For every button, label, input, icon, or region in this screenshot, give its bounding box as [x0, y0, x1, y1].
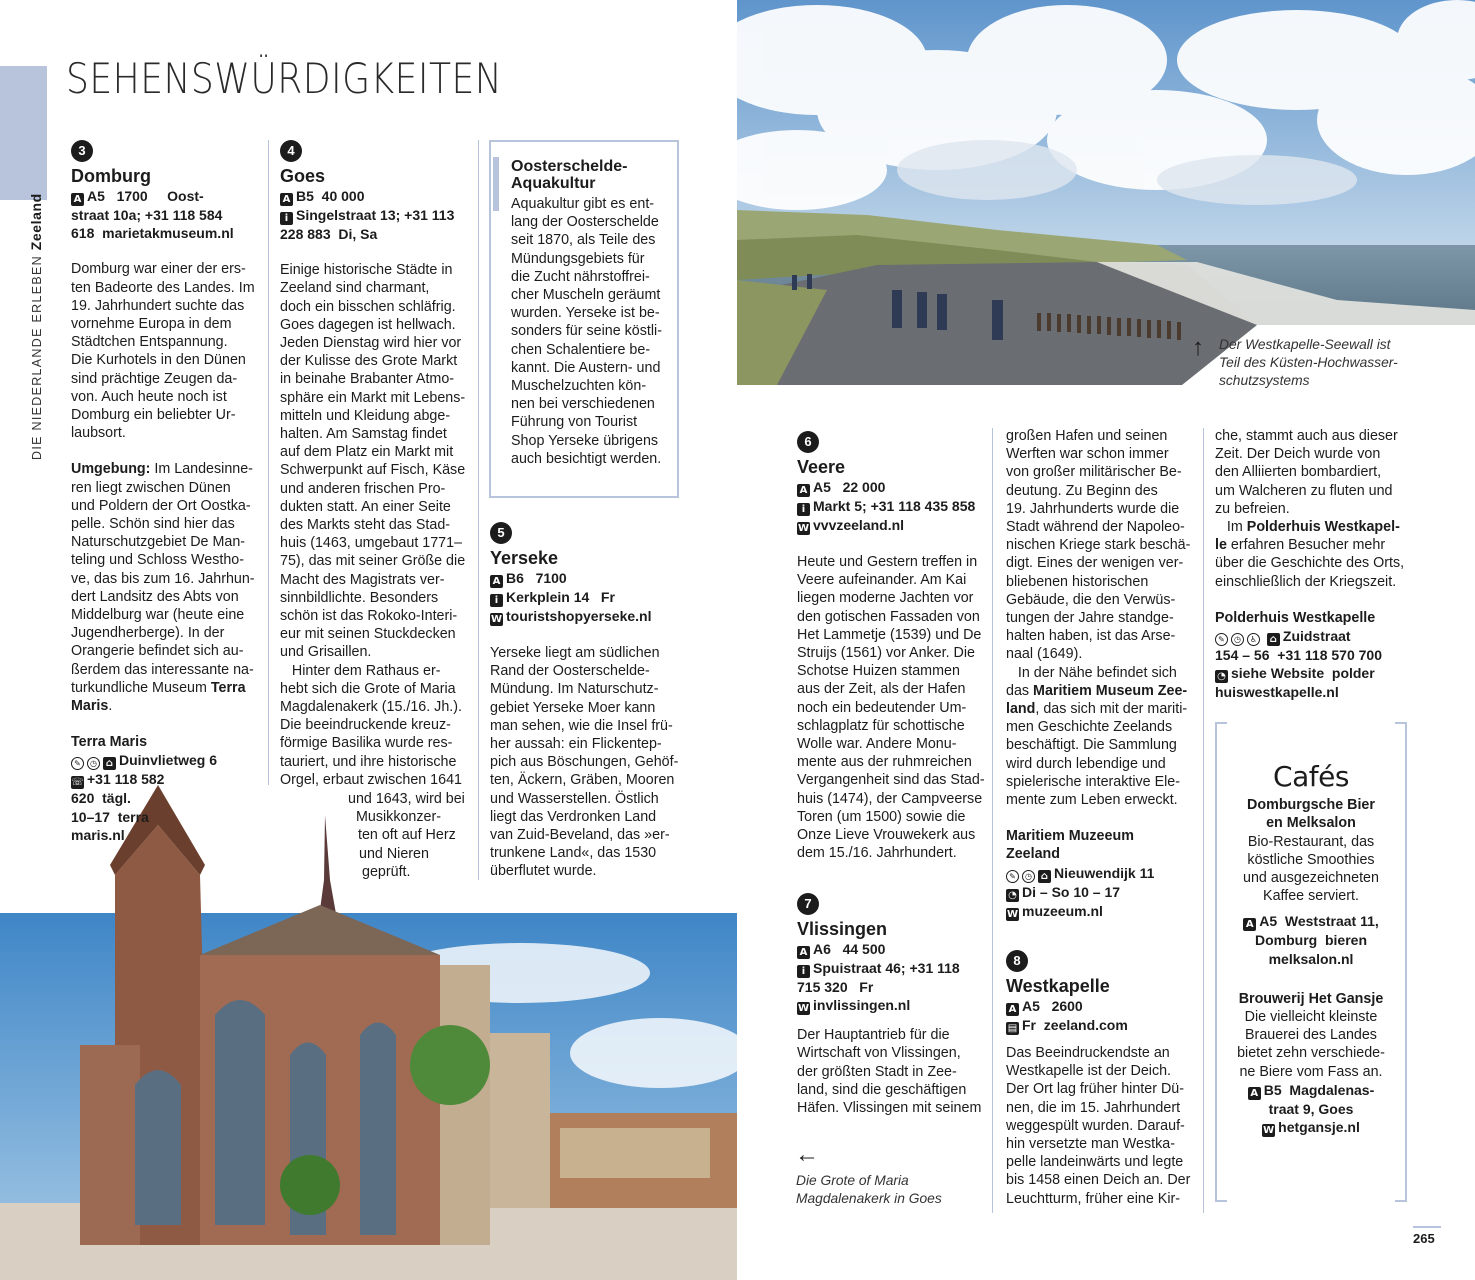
map-icon: A: [797, 484, 810, 497]
column-divider: [1203, 428, 1204, 1213]
info-icon: i: [280, 212, 293, 225]
entry-westkapelle: [1006, 950, 1201, 1208]
cafe-name: Brouwerij Het Gansje: [1238, 990, 1384, 1007]
subentry-info: ✎ ◷ ⌂ Nieuwendijk 11 ◔ Di – So 10 – 17 W muzeeum.nl: [1006, 864, 1155, 920]
cafe-name: Domburgsche Bier: [1247, 797, 1375, 814]
subentry-title: Maritiem Muzeeum Zeeland: [1006, 828, 1134, 863]
entry-domburg: [71, 140, 261, 844]
entry-yerseke: [490, 522, 680, 881]
map-icon: A: [490, 575, 503, 588]
entry-info: A A6 44 500 i Spuistraat 46; +31 118 715 320 Fr W invlissingen.nl: [797, 941, 960, 1015]
cafe-info: A B5 Magdalenas- traat 9, Goes W hetgansje.nl: [1217, 1081, 1405, 1137]
cafes-box: [1215, 722, 1407, 1202]
entry-info: A B5 40 000 i Singelstraat 13; +31 113 228 883 Di, Sa: [280, 188, 455, 242]
map-icon: A: [797, 946, 810, 959]
entry-body: Heute und Gestern treffen in Veere aufeinander. Am Kai liegen moderne Jachten vor den gotischen Fassaden von Het Lammetje (1539) und De Struijs (1561) vor Anker. Die Schotse Huizen stammen aus der Zeit, als der Hafen noch ein bedeutender Um- schlagplatz für schottische Wolle war. Andere Monu- mente aus der ruhmreichen Vergangenheit sind das Stad- huis (1474), der Campveerse Toren (um 1500) sowie die Onze Lieve Vrouwekerk aus dem 15./16. Jahrhundert.: [797, 554, 985, 862]
calendar-icon: ▤: [1007, 1023, 1018, 1034]
cafe-info: A A5 Weststraat 11, Domburg bieren melksalon.nl: [1217, 912, 1405, 967]
map-icon: A: [71, 193, 84, 206]
web-icon: W: [797, 1003, 810, 1015]
cafes-content: Cafés Domburgsche Bier en Melksalon Bio-Restaurant, das köstliche Smoothies und ausgezeichneten Kaffee serviert. A A5 Weststraat 11, Domburg bieren melksalon.nl Brouwerij Het Gansje Die vielleicht kleinste Brauerei des Landes bietet zehn verschiede- ne Biere vom Fass an. A B5 Magdalenas- traat 9, Goes W hetgansje.nl: [1217, 768, 1405, 1137]
entry-number: 7: [797, 893, 819, 915]
entry-body: Yerseke liegt am südlichen Rand der Oosterschelde- Mündung. Im Naturschutz- gebiet Yerseke Moer kann man sehen, wie die Insel frü- her aussah: ein Flickentep- pich aus Böschungen, Gehöf- ten, Äckern, Gräben, Mooren und Wasserstellen. Östlich liegt das Verdronken Land van Zuid-Beveland, das »er- trunkene Land«, das 1530 überflutet wurde.: [490, 645, 679, 880]
cafes-title: Cafés: [1273, 760, 1349, 793]
box-bar: [493, 157, 499, 211]
page-number: 265: [1413, 1231, 1435, 1246]
web-icon: W: [490, 614, 503, 625]
section-tab: [0, 66, 47, 200]
column-divider: [268, 140, 269, 785]
web-icon: W: [1263, 1125, 1275, 1137]
entry-info: A A5 2600 ▤ Fr zeeland.com: [1007, 998, 1128, 1034]
entry-title: Goes: [280, 166, 326, 186]
caption-bottom: Die Grote of Maria Magdalenakerk in Goes: [796, 1173, 942, 1206]
entry-body: Domburg war einer der ers- ten Badeorte des Landes. Im 19. Jahrhundert suchte das vornehme Europa in dem Städtchen Entspannung. Die Kurhotels in den Dünen sind prächtige Zeugen da- von. Auch heute noch ist Domburg ein beliebter Ur- laubsort. Umgebung: Im Landesinne- ren liegt zwischen Dünen und Poldern der Ort Oostka- pelle. Schön sind hier das Naturschutzgebiet De Man- teling und Schloss Westho- ve, das bis zum 16. Jahrhun- dert Landsitz des Abts von Middelburg war (heute eine Jugendherberge). In der Orangerie befindet sich au- ßerdem das interessante na- turkundliche Museum Terra Maris.: [71, 261, 255, 715]
info-icon: i: [490, 594, 503, 607]
entry-info: A B6 7100 i Kerkplein 14 Fr W touristshopyerseke.nl: [490, 570, 652, 625]
entry-info: A A5 22 000 i Markt 5; +31 118 435 858 W vvvzeeland.nl: [797, 479, 976, 534]
subentry-title: Polderhuis Westkapelle: [1215, 609, 1376, 626]
box-body: Aquakultur gibt es ent- lang der Oosterschelde seit 1870, als Teile des Mündungsgebiets für die Zucht nährstoffrei- cher Muscheln geräumt wurden. Yerseke ist be- sonders für seine köstli- chen Schalentiere be- kannt. Die Austern- und Muschelzuchten kön- nen bei verschiedenen Führung von Tourist Shop Yerseke übrigens auch besichtigt werden.: [511, 196, 662, 467]
map-icon: A: [1006, 1003, 1019, 1016]
web-icon: W: [797, 523, 810, 534]
entry-body: Der Hauptantrieb für die Wirtschaft von Vlissingen, der größten Stadt in Zee- land, sind die geschäftigen Häfen. Vlissingen mit seinem: [797, 1027, 982, 1117]
cafe-name: en Melksalon: [1266, 815, 1356, 832]
entry-body: Einige historische Städte in Zeeland sind charmant, doch ein bisschen schläfrig. Goes dagegen ist hellwach. Jeden Dienstag wird hier vor der Kulisse des Grote Markt in beinahe Brabanter Atmo- sphäre ein Markt mit Lebens- mitteln und Kleidung abge- halten. Am Samstag findet auf dem Platz ein Markt mit Schwerpunkt auf Fisch, Käse und anderen frischen Pro- dukten statt. An einer Seite des Markts steht das Stad- huis (1463, umgebaut 1771– 75), das mit seiner Größe die Macht des Magistrats ver- sinnbildlichte. Besonders schön ist das Rokoko-Interi- eur mit seinen Stuckdecken und Grisaillen. Hinter dem Rathaus er- hebt sich die Grote of Maria Magdalenakerk (15./16. Jh.). Die beeindruckende kreuz- förmige Basilika wurde res- tauriert, und ihre historische Orgel, erbaut zwischen 1641: [280, 262, 466, 788]
entry-number: 5: [490, 522, 512, 544]
box-title: Oosterschelde- Aquakultur: [511, 158, 628, 192]
map-icon: A: [280, 193, 293, 206]
arrow-left-icon: ←: [795, 1141, 819, 1168]
map-icon: A: [1248, 1087, 1261, 1100]
info-icon: i: [797, 965, 810, 978]
beach-photo: [737, 0, 1475, 385]
entry-title: Westkapelle: [1006, 976, 1110, 996]
entry-title: Veere: [797, 457, 846, 477]
entry-number: 6: [797, 431, 819, 453]
entry-vlissingen: [797, 893, 989, 1117]
feature-box: [489, 140, 679, 498]
entry-number: 3: [71, 140, 93, 162]
side-label: DIE NIEDERLANDE ERLEBEN Zeeland: [28, 193, 44, 460]
entry-westkapelle-continued: che, stammt auch aus dieser Zeit. Der Deich wurde von den Alliierten bombardiert, um Walcheren zu fluten und zu befreien. Im Polderhuis Westkapel- le erfahren Besucher mehr über die Geschichte des Orts, einschließlich der Kriegszeit. Polderhuis Westkapelle ✎ ◷ ♿ ⌂ Zuidstraat 154 – 56 +31 118 570 700 ◔ siehe Website polder huiswestkapelle.nl: [1215, 427, 1415, 701]
column-divider: [478, 140, 479, 880]
entry-title: Domburg: [71, 166, 151, 186]
arrow-up-icon: ↑: [1192, 334, 1204, 361]
entry-vlissingen-continued: großen Hafen und seinen Werften war schon immer von großer militärischer Be- deutung. Zu Beginn des 19. Jahrhunderts wurde die Stadt während der Napoleo- nischen Kriege stark beschä- digt. Eines der wenigen ver- bliebenen historischen Gebäude, die den Verwüs- tungen der Jahre standge- halten haben, ist das Arse- naal (1649). In der Nähe befindet sich das Maritiem Museum Zee- land, das sich mit der mariti- men Geschichte Zeelands beschäftigt. Die Sammlung wird durch lebendige und spielerische interaktive Ele- mente zum Leben erweckt. Maritiem Muzeeum Zeeland ✎ ◷ ⌂ Nieuwendijk 11 ◔ Di – So 10 – 17 W muzeeum.nl: [1006, 427, 1201, 921]
web-icon: W: [1006, 908, 1019, 920]
entry-veere: [797, 431, 989, 862]
caption-top: Der Westkapelle-Seewall ist Teil des Küsten-Hochwasser- schutzsystems: [1219, 337, 1398, 388]
entry-body: Das Beeindruckendste an Westkapelle ist der Deich. Der Ort lag früher hinter Dü- nen, die im 15. Jahrhundert weggespült wurden. Darauf- hin versetzte man Westka- pelle landeinwärts und legte bis 1458 einen Deich an. Der Leuchtturm, früher eine Kir-: [1006, 1045, 1191, 1207]
map-icon: A: [1243, 918, 1256, 931]
info-icon: i: [797, 503, 810, 516]
page-number-rule: [1413, 1226, 1441, 1228]
entry-goes-continued: und 1643, wird bei Musikkonzer- ten oft auf Herz und Nieren geprüft.: [348, 790, 478, 881]
entry-number: 4: [280, 140, 302, 162]
entry-info: A A5 1700 Oost- straat 10a; +31 118 584 618 marietakmuseum.nl: [71, 188, 234, 242]
entry-title: Vlissingen: [797, 919, 888, 939]
entry-title: Yerseke: [490, 548, 559, 568]
entry-number: 8: [1006, 950, 1028, 972]
subentry-title: Terra Maris: [71, 734, 148, 751]
subentry-info: ✎ ◷ ⌂ Duinvlietweg 6 ☏ +31 118 582 620 tägl. 10–17 terra maris.nl: [71, 752, 218, 843]
entry-goes: [280, 140, 472, 789]
subentry-info: ✎ ◷ ♿ ⌂ Zuidstraat 154 – 56 +31 118 570 700 ◔ siehe Website polder huiswestkapelle.nl: [1215, 628, 1382, 701]
column-divider: [992, 428, 993, 1213]
page-title: SEHENSWÜRDIGKEITEN: [66, 54, 503, 103]
